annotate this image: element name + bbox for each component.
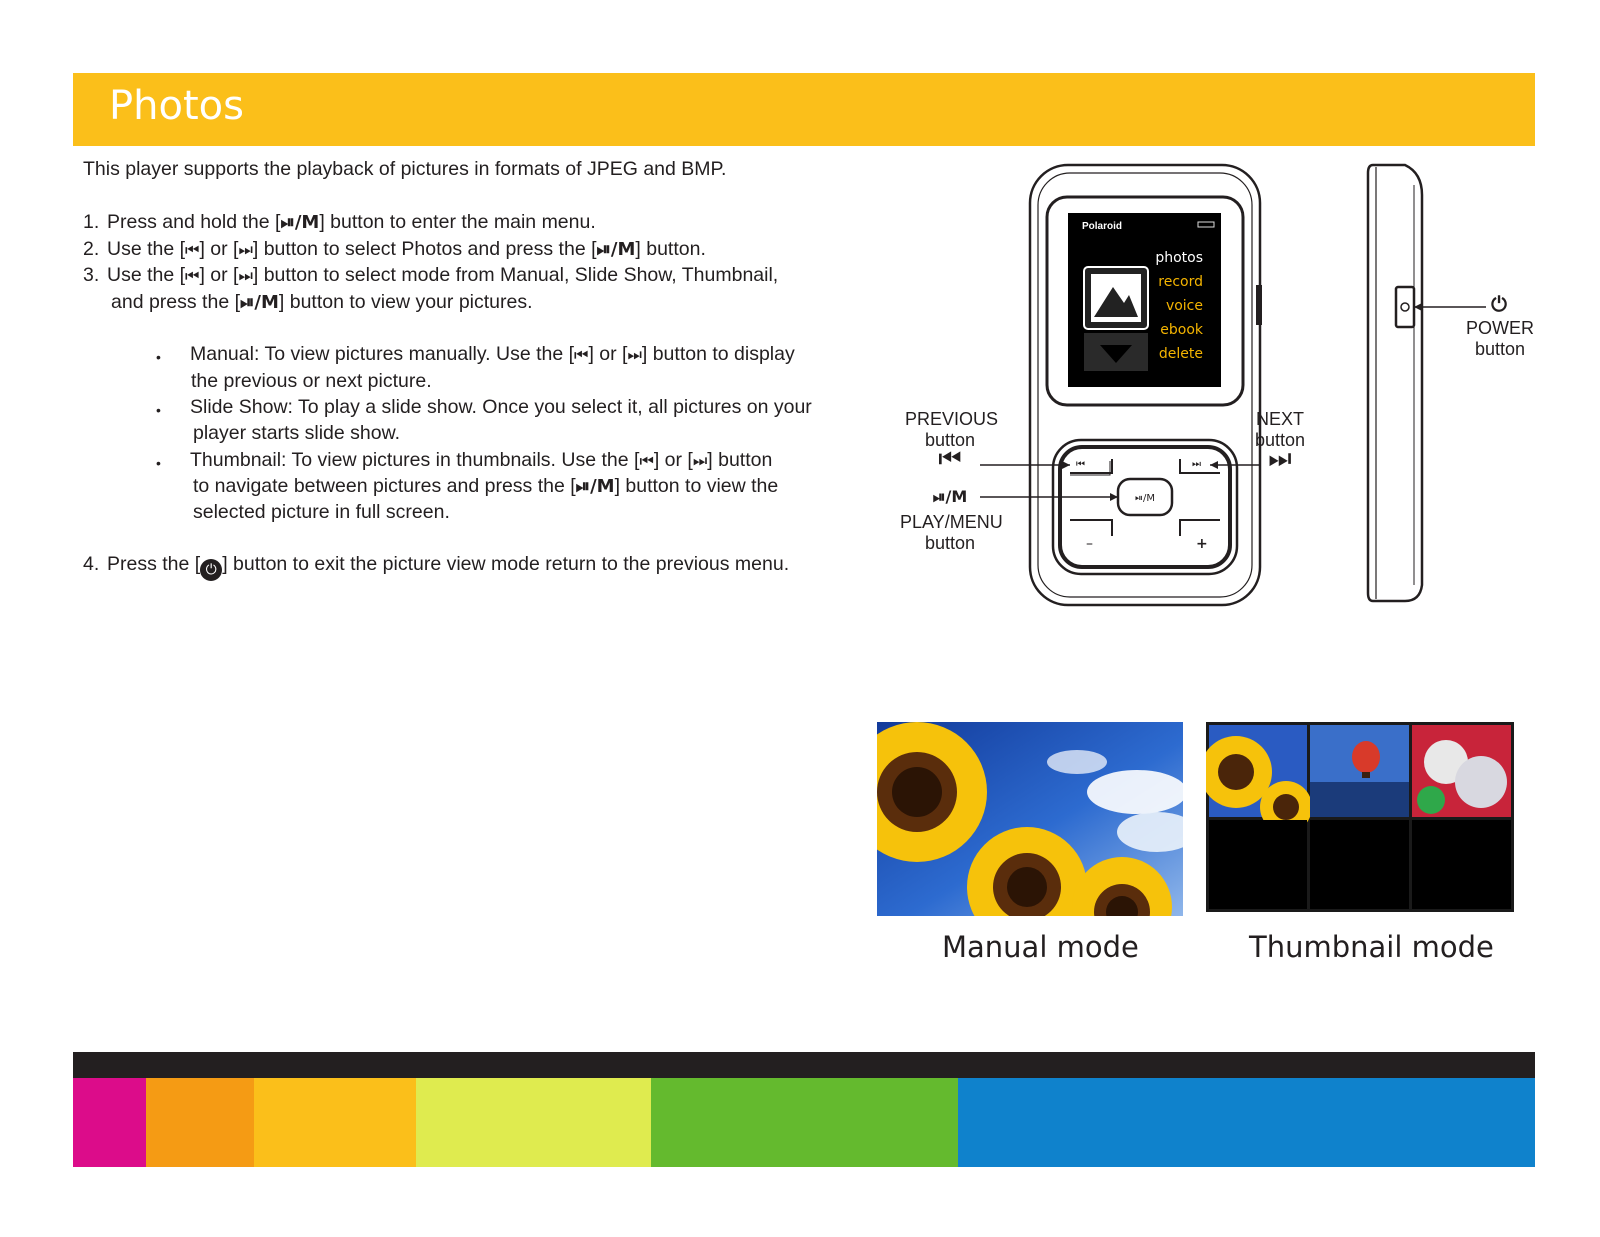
footer-swatch-lime bbox=[416, 1078, 651, 1167]
bullet-manual: Manual: To view pictures manually. Use the [⏮] or [⏭] button to display bbox=[190, 343, 795, 365]
device-play-key: ⏯/M bbox=[1135, 493, 1155, 504]
device-next-key: ⏭ bbox=[1192, 459, 1201, 470]
footer-swatch-green bbox=[651, 1078, 958, 1167]
play-menu-icon: ⏯/M bbox=[575, 476, 615, 497]
bullet-dot: • bbox=[156, 349, 161, 365]
previous-icon: ⏮ bbox=[639, 451, 654, 470]
power-icon: ⏻ bbox=[200, 559, 222, 581]
caption-manual: Manual mode bbox=[942, 930, 1139, 964]
bullet-dot: • bbox=[156, 455, 161, 471]
power-symbol: ⏻ bbox=[1491, 294, 1507, 316]
step-4: 4. Press the [ ⏻ ] button to exit the picture view mode return to the previous menu. bbox=[83, 551, 789, 581]
step-3-continued: and press the [⏯/M] button to view your pictures. bbox=[111, 291, 533, 313]
play-menu-symbol: ⏯/M bbox=[932, 487, 968, 506]
bullet-thumbnail: Thumbnail: To view pictures in thumbnails. Use the [⏮] or [⏭] button bbox=[190, 449, 773, 471]
bullet-slideshow-line2: player starts slide show. bbox=[193, 422, 401, 444]
step-1: 1. Press and hold the [⏯/M] button to enter the main menu. bbox=[83, 211, 596, 233]
brand-logo: Polaroid bbox=[1082, 221, 1123, 232]
next-icon: ⏭ bbox=[692, 451, 708, 470]
device-plus-key: + bbox=[1196, 536, 1208, 552]
page-title: Photos bbox=[109, 83, 244, 129]
device-diagram bbox=[900, 155, 1560, 615]
footer-swatch-yellow bbox=[254, 1078, 416, 1167]
play-menu-label: PLAY/MENU button bbox=[900, 512, 1003, 553]
device-prev-key: ⏮ bbox=[1076, 459, 1085, 470]
bullet-thumbnail-line2: to navigate between pictures and press the [⏯/M] button to view the bbox=[193, 475, 779, 497]
device-minus-key: – bbox=[1086, 536, 1093, 552]
play-menu-icon: ⏯/M bbox=[240, 292, 279, 313]
device-menu-ebook: ebook bbox=[1160, 322, 1203, 338]
footer-swatch-magenta bbox=[73, 1078, 146, 1167]
next-icon: ⏭ bbox=[627, 345, 642, 364]
step-3: 3. Use the [⏮] or [⏭] button to select mode from Manual, Slide Show, Thumbnail, bbox=[83, 264, 779, 286]
next-icon: ⏭ bbox=[238, 266, 253, 285]
previous-symbol: ⏮ bbox=[938, 443, 962, 473]
play-menu-icon: ⏯/M bbox=[596, 239, 636, 260]
intro-text: This player supports the playback of pictures in formats of JPEG and BMP. bbox=[83, 158, 727, 180]
footer-swatch-orange bbox=[146, 1078, 254, 1167]
bullet-slideshow: Slide Show: To play a slide show. Once you select it, all pictures on your bbox=[190, 396, 812, 418]
thumbnail-mode-image bbox=[1206, 722, 1514, 912]
bullet-thumbnail-line3: selected picture in full screen. bbox=[193, 501, 450, 523]
bullet-manual-line2: the previous or next picture. bbox=[191, 370, 432, 392]
play-menu-icon: ⏯/M bbox=[280, 212, 320, 233]
bullet-dot: • bbox=[156, 402, 161, 418]
next-icon: ⏭ bbox=[238, 240, 253, 259]
next-symbol: ⏭ bbox=[1268, 443, 1292, 473]
previous-icon: ⏮ bbox=[574, 345, 589, 364]
device-menu-voice: voice bbox=[1165, 298, 1203, 314]
step-2: 2. Use the [⏮] or [⏭] button to select Photos and press the [⏯/M] button. bbox=[83, 238, 706, 260]
previous-icon: ⏮ bbox=[185, 266, 200, 285]
previous-icon: ⏮ bbox=[185, 240, 200, 259]
device-menu-record: record bbox=[1158, 274, 1203, 290]
footer-bar bbox=[73, 1052, 1535, 1078]
device-menu-photos: photos bbox=[1155, 250, 1203, 266]
next-label: NEXT button bbox=[1254, 409, 1306, 450]
previous-label: PREVIOUS button bbox=[905, 409, 999, 450]
device-menu-delete: delete bbox=[1158, 346, 1203, 362]
power-label: POWER button bbox=[1465, 318, 1534, 359]
manual-mode-image bbox=[877, 722, 1183, 916]
caption-thumbnail: Thumbnail mode bbox=[1249, 930, 1494, 964]
footer-swatch-blue bbox=[958, 1078, 1535, 1167]
header-bar bbox=[73, 73, 1535, 146]
